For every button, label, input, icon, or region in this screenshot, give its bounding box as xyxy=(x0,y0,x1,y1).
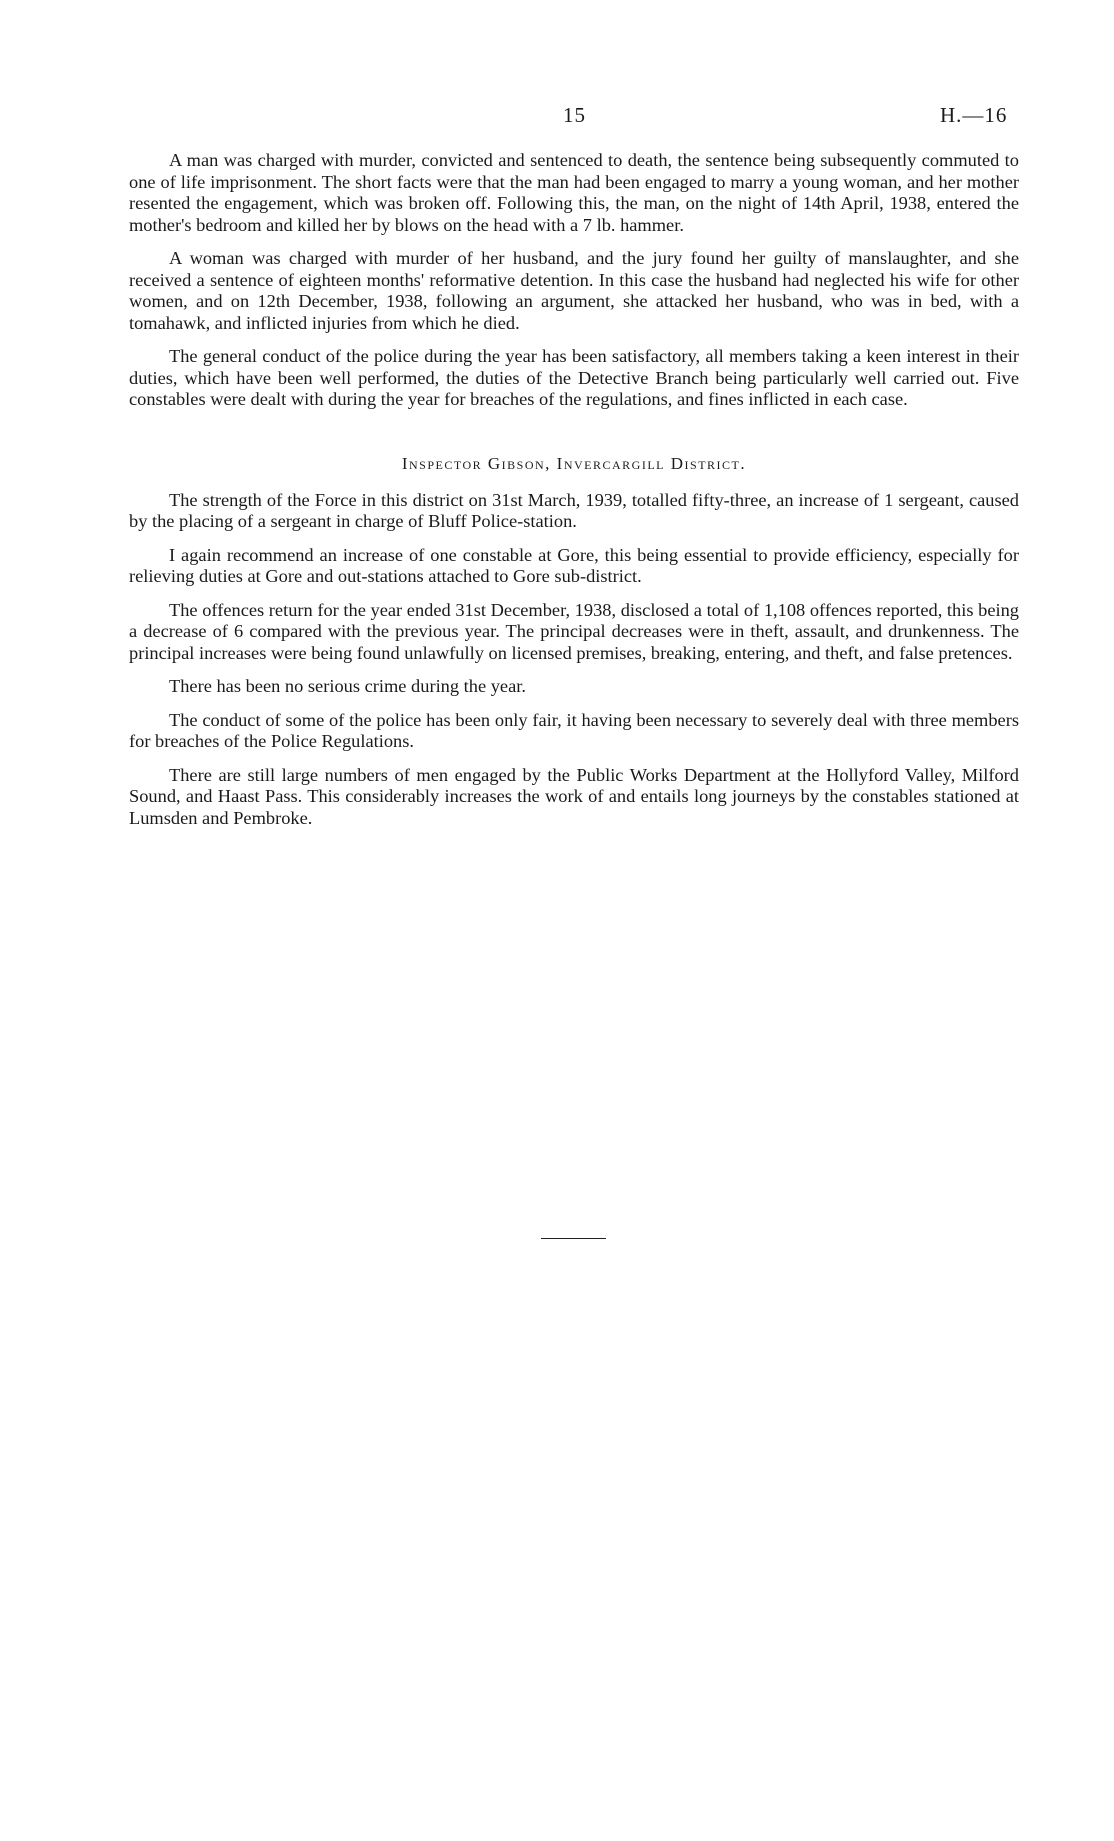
paragraph-offences-return: The offences return for the year ended 31st December, 1938, disclosed a total of 1,108 offences reported, this being a decrease of 6 compared with the previous year. The principal decreases were in theft, assault, and drunkenness. The principal increases were being found unlawfully on licensed premises, breaking, entering, and theft, and false pretences. xyxy=(129,599,1019,663)
document-reference: H.—16 xyxy=(940,103,1008,127)
page-body xyxy=(129,150,1019,841)
paragraph-manslaughter-case: A woman was charged with murder of her husband, and the jury found her guilty of manslaughter, and she received a sentence of eighteen months' reformative detention. In this case the husband had neglected his wife for other women, and on 12th December, 1938, following an argument, she attacked her husband, who was in bed, with a tomahawk, and inflicted injuries from which he died. xyxy=(129,248,1019,333)
paragraph-no-serious-crime: There has been no serious crime during the year. xyxy=(169,676,526,696)
paragraph-public-works: There are still large numbers of men engaged by the Public Works Department at the Hollyford Valley, Milford Sound, and Haast Pass. This considerably increases the work of and entails long journeys by the constables stationed at Lumsden and Pembroke. xyxy=(129,764,1019,828)
paragraph-gore-recommendation: I again recommend an increase of one constable at Gore, this being essential to provide efficiency, especially for relieving duties at Gore and out-stations attached to Gore sub-district. xyxy=(129,544,1019,586)
end-rule-divider xyxy=(541,1238,606,1239)
paragraph-murder-case: A man was charged with murder, convicted and sentenced to death, the sentence being subsequently commuted to one of life imprisonment. The short facts were that the man had been engaged to marry a young woman, and her mother resented the engagement, which was broken off. Following this, the man, on the night of 14th April, 1938, entered the mother's bedroom and killed her by blows on the head with a 7 lb. hammer. xyxy=(129,150,1019,235)
paragraph-police-conduct: The general conduct of the police during the year has been satisfactory, all members taking a keen interest in their duties, which have been well performed, the duties of the Detective Branch being particularly well carried out. Five constables were dealt with during the year for breaches of the regulations, and fines inflicted in each case. xyxy=(129,346,1019,409)
paragraph-conduct-fair: The conduct of some of the police has been only fair, it having been necessary to severely deal with three members for breaches of the Police Regulations. xyxy=(129,709,1019,751)
section-heading-invercargill: Inspector Gibson, Invercargill District. xyxy=(401,453,747,473)
page-number: 15 xyxy=(563,103,586,127)
paragraph-force-strength: The strength of the Force in this district on 31st March, 1939, totalled fifty-three, an increase of 1 sergeant, caused by the placing of a sergeant in charge of Bluff Police-station. xyxy=(129,489,1019,531)
